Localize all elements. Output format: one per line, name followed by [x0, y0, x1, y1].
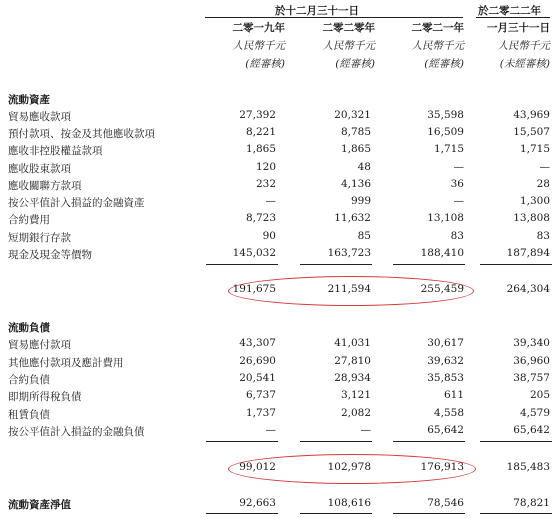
cell-value: 13,108 [427, 212, 464, 224]
cell-value: 15,507 [513, 126, 550, 138]
assets-total-value: 211,594 [327, 283, 371, 295]
cell-value: 83 [450, 230, 464, 242]
row-label: 現金及現金等價物 [8, 249, 92, 261]
col-currency-jan31: 人民幣千元 [497, 40, 550, 52]
header-group-title: 於十二月三十一日 [275, 5, 359, 17]
cell-value: 65,642 [427, 424, 464, 436]
row-label: 租賃負債 [8, 409, 50, 421]
cell-value: 36,960 [513, 355, 550, 367]
cell-value: 13,808 [513, 212, 550, 224]
assets-total-value: 255,459 [420, 283, 464, 295]
row-label: 貿易應收款項 [8, 111, 71, 123]
cell-value: 28,934 [334, 372, 371, 384]
cell-value: 6,737 [245, 389, 276, 401]
col-audit-2020: (經審核) [335, 58, 375, 70]
header-group-underline [205, 17, 463, 18]
cell-value: 1,865 [340, 143, 371, 155]
assets-total-value: 264,304 [506, 283, 550, 295]
cell-value: 16,509 [427, 126, 464, 138]
row-label: 短期銀行存款 [8, 232, 71, 244]
cell-value: 1,865 [245, 143, 276, 155]
cell-value: 8,785 [340, 126, 371, 138]
net-underline-2 [300, 513, 372, 514]
net-underline-4 [480, 513, 552, 514]
net-underline-1 [206, 513, 278, 514]
cell-value: 232 [255, 178, 276, 190]
row-label: 應收股東款項 [8, 163, 71, 175]
cell-value: — [453, 195, 464, 207]
cell-value: 1,300 [519, 195, 550, 207]
liabilities-subtotal-rule-3 [393, 441, 465, 442]
cell-value: 4,136 [340, 178, 371, 190]
liabilities-total-value: 185,483 [506, 461, 550, 473]
section-heading-current-assets: 流動資產 [8, 94, 50, 106]
cell-value: — [265, 424, 276, 436]
cell-value: 188,410 [420, 247, 464, 259]
cell-value: 1,715 [433, 143, 464, 155]
col-audit-2021: (經審核) [424, 58, 464, 70]
cell-value: — [539, 161, 550, 173]
cell-value: 11,632 [334, 212, 371, 224]
cell-value: 26,690 [239, 355, 276, 367]
cell-value: 999 [350, 195, 371, 207]
net-underline-3 [393, 513, 465, 514]
cell-value: 8,221 [245, 126, 276, 138]
cell-value: 27,810 [334, 355, 371, 367]
liabilities-subtotal-rule-1 [206, 441, 278, 442]
assets-subtotal-rule-2 [300, 264, 372, 265]
row-label: 合約費用 [8, 214, 50, 226]
cell-value: 20,321 [334, 109, 371, 121]
header-right-title: 於二零二二年 [478, 5, 541, 17]
liabilities-total-value: 102,978 [327, 461, 371, 473]
liabilities-total-value: 176,913 [420, 461, 464, 473]
col-header-year-2020: 二零二零年 [322, 22, 375, 34]
cell-value: 35,853 [427, 372, 464, 384]
cell-value: 90 [262, 230, 276, 242]
row-label: 合約負債 [8, 374, 50, 386]
cell-value: 65,642 [513, 424, 550, 436]
cell-value: 145,032 [232, 247, 276, 259]
net-value: 92,663 [239, 497, 276, 509]
cell-value: 83 [536, 230, 550, 242]
cell-value: 3,121 [340, 389, 371, 401]
cell-value: 187,894 [506, 247, 550, 259]
row-label: 其他應付款項及應計費用 [8, 357, 124, 369]
cell-value: 1,715 [519, 143, 550, 155]
cell-value: 48 [357, 161, 371, 173]
col-audit-jan31: (未經審核) [499, 58, 550, 70]
row-label: 應收非控股權益款項 [8, 145, 103, 157]
row-label: 貿易應付款項 [8, 339, 71, 351]
cell-value: — [453, 161, 464, 173]
cell-value: 205 [529, 389, 550, 401]
cell-value: 35,598 [427, 109, 464, 121]
col-header-year-2019: 二零一九年 [232, 22, 285, 34]
col-currency-2021: 人民幣千元 [411, 40, 464, 52]
cell-value: 4,558 [433, 407, 464, 419]
row-label: 按公平值計入損益的金融資產 [8, 197, 145, 209]
liabilities-subtotal-rule-4 [480, 441, 552, 442]
assets-subtotal-rule-1 [206, 264, 278, 265]
cell-value: — [360, 424, 371, 436]
net-value: 78,546 [427, 497, 464, 509]
cell-value: 20,541 [239, 372, 276, 384]
net-current-assets-label: 流動資產淨值 [8, 499, 71, 511]
assets-total-value: 191,675 [232, 283, 276, 295]
liabilities-total-value: 99,012 [239, 461, 276, 473]
section-heading-current-liabilities: 流動負債 [8, 322, 50, 334]
col-currency-2019: 人民幣千元 [232, 40, 285, 52]
cell-value: 4,579 [519, 407, 550, 419]
net-value: 78,821 [513, 497, 550, 509]
cell-value: 39,632 [427, 355, 464, 367]
col-header-year-2021: 二零二一年 [411, 22, 464, 34]
cell-value: 30,617 [427, 337, 464, 349]
assets-subtotal-rule-3 [393, 264, 465, 265]
cell-value: 2,082 [340, 407, 371, 419]
cell-value: 39,340 [513, 337, 550, 349]
col-header-jan31: 一月三十一日 [487, 22, 550, 34]
net-value: 108,616 [327, 497, 371, 509]
cell-value: — [265, 195, 276, 207]
liabilities-subtotal-rule-2 [300, 441, 372, 442]
cell-value: 43,969 [513, 109, 550, 121]
cell-value: 1,737 [245, 407, 276, 419]
row-label: 即期所得稅負債 [8, 391, 82, 403]
cell-value: 163,723 [327, 247, 371, 259]
assets-subtotal-rule-4 [480, 264, 552, 265]
row-label: 按公平值計入損益的金融負債 [8, 426, 145, 438]
cell-value: 41,031 [334, 337, 371, 349]
col-audit-2019: (經審核) [245, 58, 285, 70]
cell-value: 43,307 [239, 337, 276, 349]
col-currency-2020: 人民幣千元 [322, 40, 375, 52]
cell-value: 36 [450, 178, 464, 190]
cell-value: 120 [255, 161, 276, 173]
cell-value: 27,392 [239, 109, 276, 121]
row-label: 應收關聯方款項 [8, 180, 82, 192]
cell-value: 85 [357, 230, 371, 242]
cell-value: 28 [536, 178, 550, 190]
header-right-underline [476, 17, 550, 18]
row-label: 預付款項、按金及其他應收款項 [8, 128, 155, 140]
cell-value: 8,723 [245, 212, 276, 224]
cell-value: 38,757 [513, 372, 550, 384]
cell-value: 611 [443, 389, 464, 401]
